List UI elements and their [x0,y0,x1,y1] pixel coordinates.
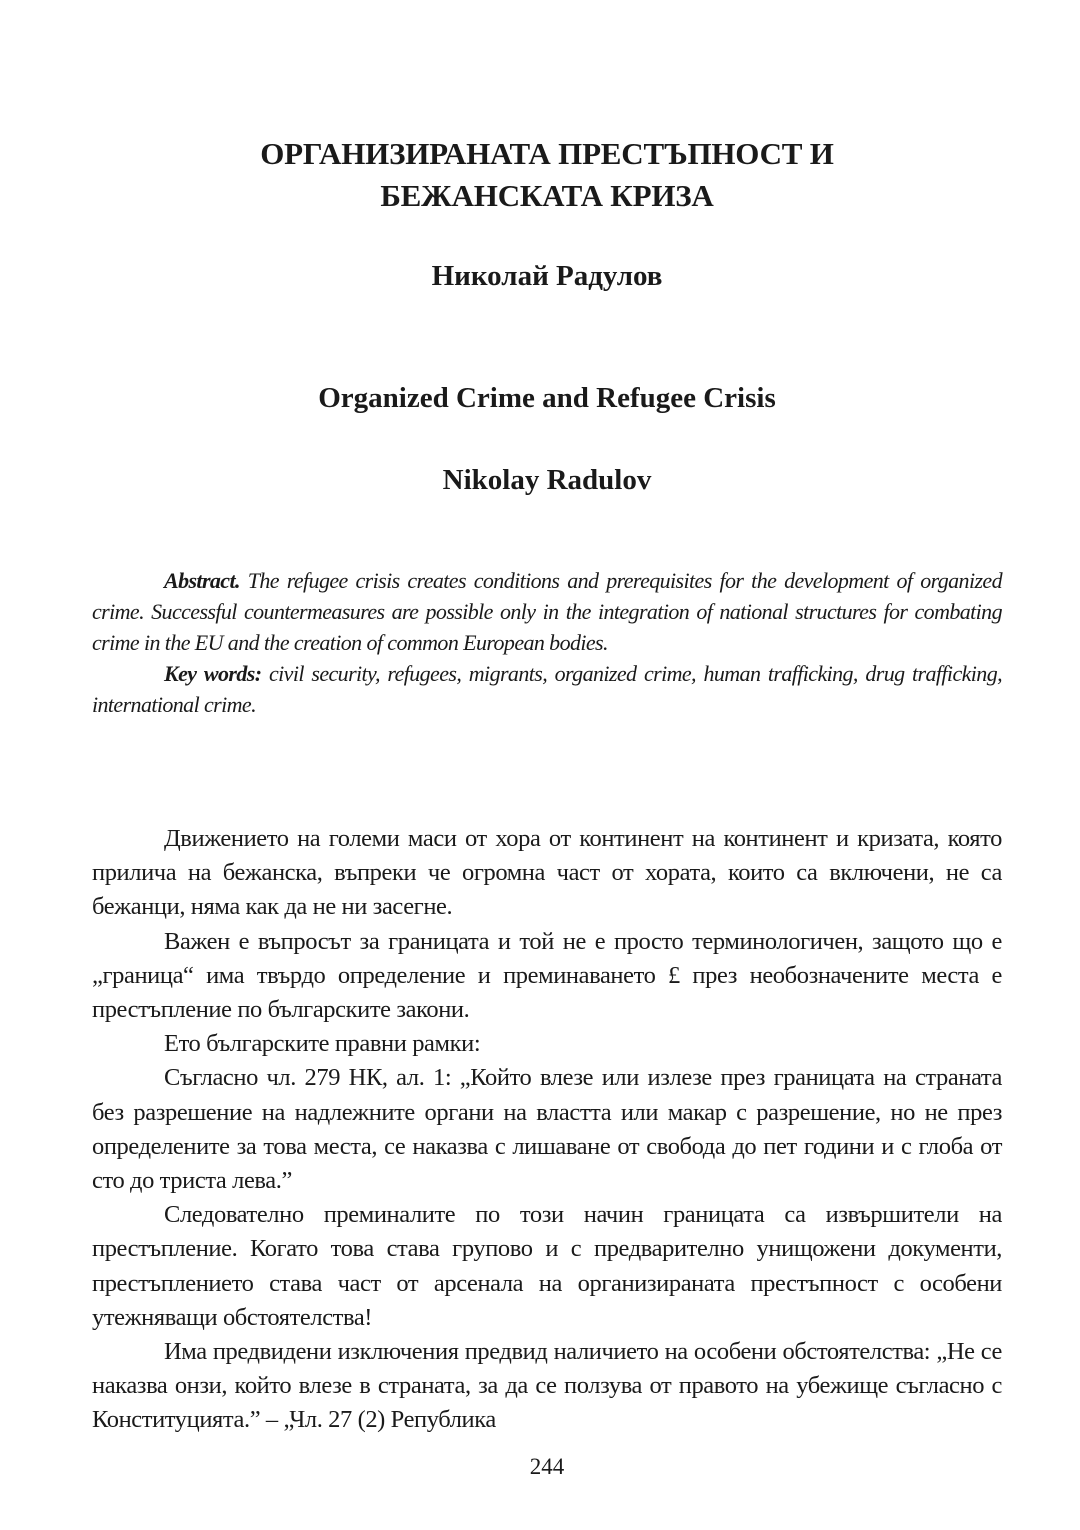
abstract-section [92,565,1002,720]
body-paragraph: Съгласно чл. 279 НК, ал. 1: „Който влезе или излезе през границата на страната без разрешение на надлежните органи на властта или макар с разрешение, но не през определените за това места, се наказва с лишаване от свобода до пет години и с глоба от сто до триста лева.” [92,1064,1002,1195]
title-english: Organized Crime and Refugee Crisis [318,382,776,414]
body-text [92,822,1002,1438]
abstract-text: The refugee crisis creates conditions and prerequisites for the development of organized crime. Successful countermeasures are possible only in the integration of national structures for combating crime in the EU and the creation of common European bodies. [92,568,1002,655]
body-paragraph: Движението на големи маси от хора от континент на континент и кризата, която прилича на бежанска, въпреки че огромна част от хората, които са включени, не са бежанци, няма как да не ни засегне. [92,825,1002,921]
body-paragraph: Важен е въпросът за границата и той не е просто терминологичен, защото що е „граница“ има твърдо определение и преминаването £ през необозначените места е престъпление по българските закони. [92,927,1002,1024]
title-bulgarian-line-2: БЕЖАНСКАТА КРИЗА [380,178,714,213]
title-bulgarian-line-1: ОРГАНИЗИРАНАТА ПРЕСТЪПНОСТ И [260,136,834,171]
abstract-paragraph [92,565,1002,658]
abstract-label: Abstract. [164,568,240,593]
body-paragraph: Има предвидени изключения предвид наличието на особени обстоятелства: „Не се наказва онзи, който влезе в страната, за да се ползува от правото на убежище съгласно с Конституцията.” – „Чл. 27 (2) Република [92,1338,1002,1434]
page-number: 244 [529,1454,565,1479]
title-bulgarian [92,133,1002,217]
author-bulgarian: Николай Радулов [431,260,663,292]
keywords-paragraph [92,658,1002,720]
author-english: Nikolay Radulov [442,464,652,496]
body-paragraph: Следователно преминалите по този начин границата са извършители на престъпление. Когато това става групово и с предварително унищожени документи, престъплението става част от арсенала на организираната престъпност с особени утежняващи обстоятелства! [92,1201,1002,1331]
document-page [92,0,1002,1530]
body-paragraph: Ето българските правни рамки: [164,1030,481,1058]
keywords-label: Key words: [164,661,262,686]
keywords-text: civil security, refugees, migrants, organized crime, human trafficking, drug trafficking, international crime. [92,661,1002,717]
